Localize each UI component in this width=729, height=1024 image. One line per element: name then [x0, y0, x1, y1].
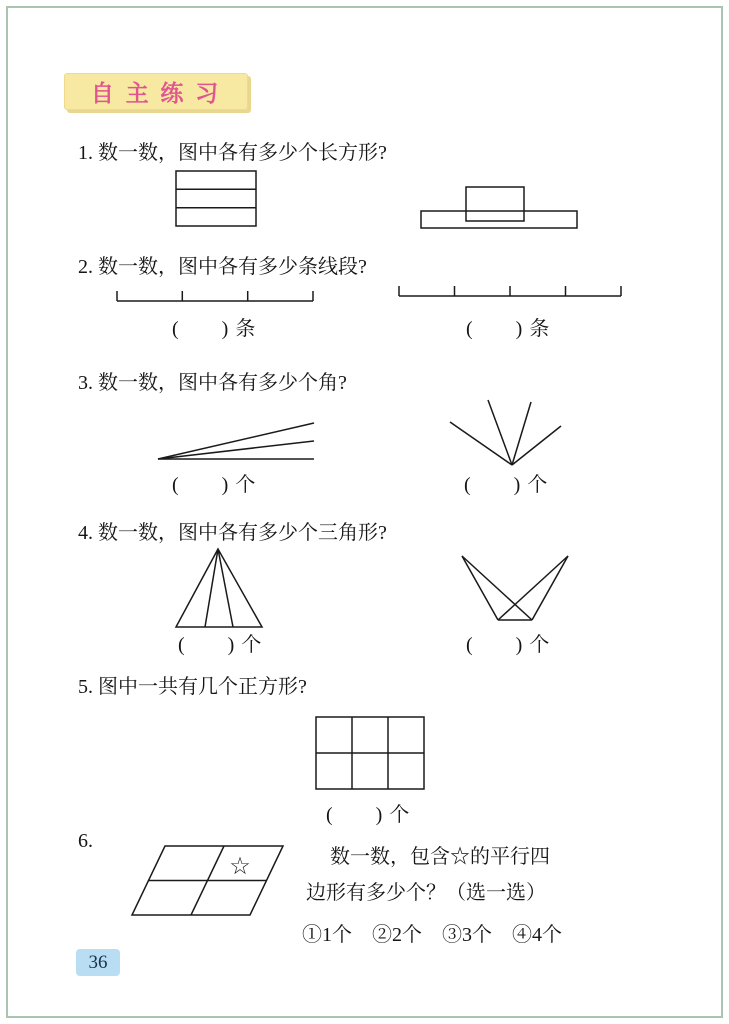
figure-q2-left-segments — [116, 289, 314, 303]
figure-q1-left-lines — [176, 171, 256, 226]
figure-q3-right-angles — [445, 396, 577, 468]
exercise-3-prompt: 3. 数一数，图中各有多少个角? — [78, 372, 347, 394]
figure-q2-left-lines — [117, 291, 313, 301]
page-number: 36 — [88, 951, 108, 973]
banner-title: 自 主 练 习 — [90, 81, 222, 106]
figure-q1-right-lines — [421, 187, 577, 228]
exercise-1-prompt: 1. 数一数，图中各有多少个长方形? — [78, 142, 387, 164]
exercise-6-text-line1: 数一数，包含☆的平行四 — [330, 846, 550, 868]
page-number-badge — [76, 949, 120, 976]
figure-q4-left-lines — [176, 549, 262, 627]
answer-blank-q3-left: ( ) 个 — [172, 474, 257, 496]
answer-blank-q2-right: ( ) 条 — [466, 318, 551, 340]
figure-q3-right-lines — [450, 400, 561, 465]
figure-q6-parallelogram — [128, 842, 288, 920]
answer-blank-q3-right: ( ) 个 — [464, 474, 549, 496]
figure-q6-lines — [132, 846, 283, 915]
answer-blank-q5: ( ) 个 — [326, 804, 411, 826]
figure-q3-left-lines — [158, 423, 314, 459]
answer-blank-q2-left: ( ) 条 — [172, 318, 257, 340]
answer-blank-q4-left: ( ) 个 — [178, 634, 263, 656]
figure-q2-right-segments — [398, 284, 622, 298]
practice-banner — [64, 73, 248, 110]
figure-q3-left-angles — [156, 420, 316, 462]
exercise-5-prompt: 5. 图中一共有几个正方形? — [78, 676, 307, 698]
exercise-4-prompt: 4. 数一数，图中各有多少个三角形? — [78, 522, 387, 544]
exercise-6-text-line2: 边形有多少个？（选一选） — [306, 882, 546, 904]
figure-q4-right-lines — [462, 556, 568, 620]
exercise-6-options: ①1个 ②2个 ③3个 ④4个 — [302, 924, 562, 946]
figure-q4-left-triangles — [172, 546, 266, 630]
figure-q1-right-rectangles — [420, 186, 578, 230]
answer-blank-q4-right: ( ) 个 — [466, 634, 551, 656]
figure-q1-left-rectangles — [175, 170, 257, 228]
figure-q4-right-triangles — [458, 551, 572, 623]
star-icon: ☆ — [229, 854, 251, 880]
figure-q2-right-lines — [399, 286, 621, 296]
figure-q5-lines — [316, 717, 424, 789]
figure-q5-square-grid — [315, 716, 425, 791]
exercise-6-number: 6. — [78, 830, 93, 852]
exercise-2-prompt: 2. 数一数，图中各有多少条线段? — [78, 256, 367, 278]
